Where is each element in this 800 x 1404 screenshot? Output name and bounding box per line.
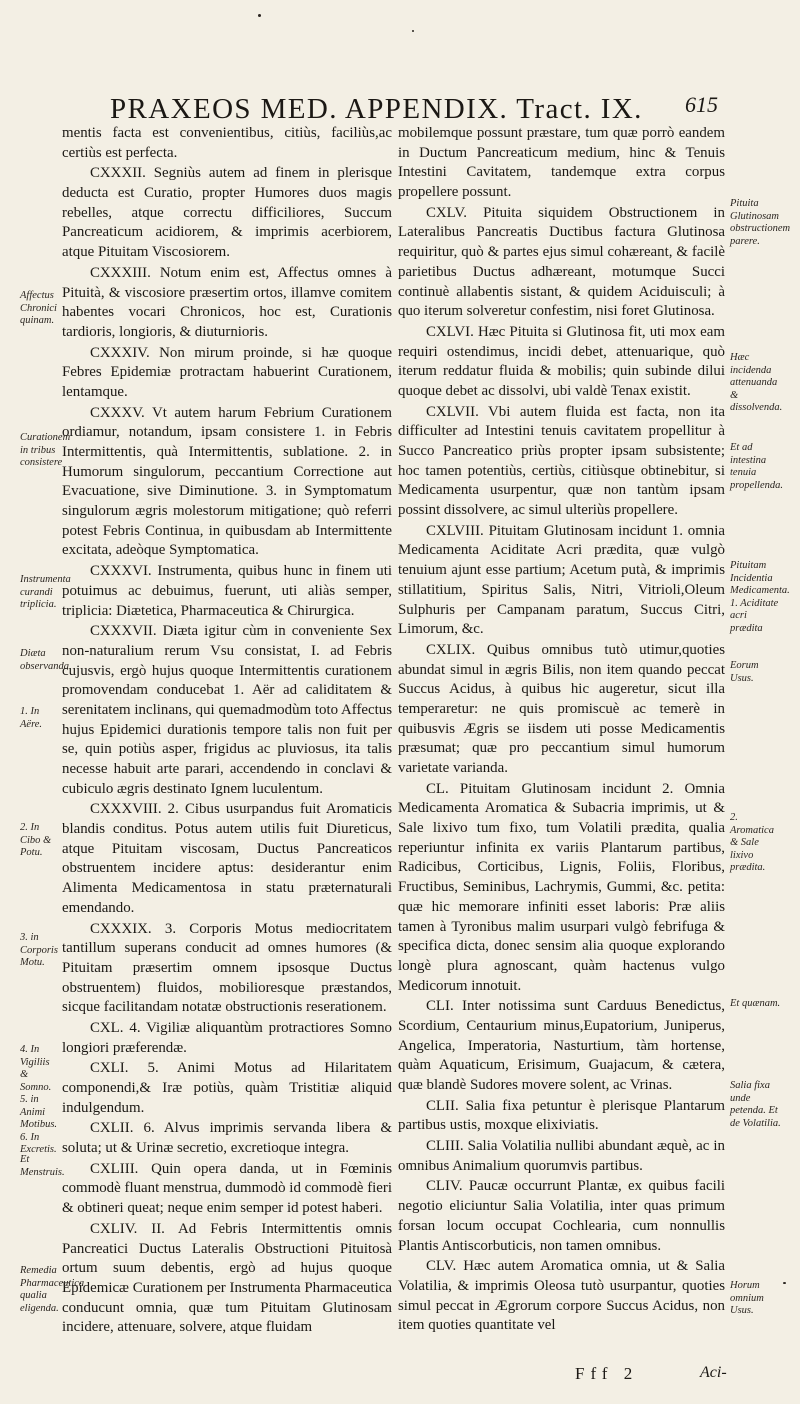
margin-note: 1. In Aëre. — [20, 706, 43, 730]
ink-speck — [258, 14, 261, 17]
ink-speck — [412, 30, 414, 32]
paragraph: CXXXVIII. 2. Cibus usurpandus fuit Aromaticis blandis conditus. Potus autem utilis fuit Diureticus, atque Pituitam viscosam, Ductus Pancreaticos obstruentem incidere aptus: desiderantur enim Alimenta Medicamentosa in statu præternaturali emendando. — [62, 801, 392, 916]
paragraph: CXLIX. Quibus omnibus tutò utimur,quoties abundat simul in ægris Bilis, non item quando peccat Succus Acidus, à quibus hic augeretur, sicut illa temperaretur: ne quis promiscuè ac temerè in quibusvis Ægris se iisdem uti posse Medicamentis præsumat; quæ pro peccantium simul humorum varietate varianda. — [398, 641, 725, 776]
margin-note: 2. Aromatica & Sale lixivo prædita. — [730, 812, 774, 873]
margin-note: 3. in Corporis Motu. — [20, 932, 58, 968]
paragraph: mentis facta est convenientibus, citiùs, faciliùs,ac certiùs est perfecta. — [62, 125, 392, 161]
paragraph: CXLV. Pituita siquidem Obstructionem in Lateralibus Pancreatis Ductibus factura Glutinosa requiritur, quò & partes ejus simul cohæreant, & facilè parietibus Ductus adhæreant, motumque Succi continuè allabentis sistant, & quidem Aciduisculi; à quo iterum solveretur confestim, nisi foret Glutinosa. — [398, 204, 725, 320]
margin-note: Curationem in tribus consistere — [20, 432, 71, 468]
margin-note: Remedia Pharmaceutica qualia eligenda. — [20, 1265, 85, 1314]
margin-note: Instrumenta curandi triplicia. — [20, 574, 71, 610]
paragraph: CLIV. Paucæ occurrunt Plantæ, ex quibus facili negotio eliciuntur Salia Volatilia, inter quas primum forsan locum occupat Cochlearia, cum nonnullis Plantis Antiscorbuticis, non tamen omnibus. — [398, 1178, 725, 1254]
paragraph: mobilemque possunt præstare, tum quæ porrò eandem in Ductum Pancreaticum medium, hinc & Tenuis Intestini Cavitatem, tandemque extra corpus propellere possunt. — [398, 125, 725, 201]
catchword: Aci- — [700, 1364, 727, 1381]
paragraph: CXXXIX. 3. Corporis Motus mediocritatem tantillum superans conducit ad omnes humores (& Pituitam præsertim omnem ipsosque Ductus obstruentem) fluidos, mobilioresque præstandos, sicque facilitandam notatæ obstructionis reserationem. — [62, 920, 392, 1016]
paragraph: CXLIV. II. Ad Febris Intermittentis omnis Pancreatici Ductus Lateralis Obstructioni Pituitosà ortum suum debentis, ergò ad hujus quoque Epidemicæ Curationem per Instrumenta Pharmaceutica conducunt omnia, quæ tum Pituitam Glutinosam incidere, attenuare, solvere, atque fluidam — [62, 1220, 392, 1336]
paragraph: CXLI. 5. Animi Motus ad Hilaritatem componendi,& Iræ potiùs, quàm Tristitiæ aliquid indulgendum. — [62, 1060, 392, 1116]
margin-note: Pituitam Incidentia Medicamenta. 1. Aciditate acri prædita — [730, 560, 790, 634]
ink-speck — [783, 1282, 786, 1284]
margin-note: Salia fixa unde petenda. Et de Volatilia. — [730, 1080, 781, 1129]
left-text-column — [62, 124, 392, 1338]
paragraph: CLIII. Salia Volatilia nullibi abundant æquè, ac in omnibus Animalium quorumvis partibus. — [398, 1138, 725, 1174]
running-header — [110, 80, 718, 125]
paragraph: CXLVI. Hæc Pituita si Glutinosa fit, uti mox eam requiri ostendimus, incidi debet, attenuarique, quò iterum reddatur fluida & mobilis; quin subinde dilui quoque debet ac dissolvi, ubi valdè Tenax existit. — [398, 323, 725, 399]
paragraph: CLI. Inter notissima sunt Carduus Benedictus, Scordium, Centaurium minus,Eupatorium, Juniperus, Angelica, Imperatoria, Nasturtium, tàm hortense, quàm Aquaticum, Erisimum, Guajacum, & cætera, quæ blandè Sudores movere solent, ac Vrinas. — [398, 998, 725, 1093]
margin-note: Horum omnium Usus. — [730, 1280, 764, 1316]
paragraph: CXLIII. Quin opera danda, ut in Fœminis commodè fluant menstrua, dummodò id commodè fieri & obtineri queat; neque enim semper id potest haberi. — [62, 1160, 392, 1217]
margin-note: Et quænam. — [730, 998, 781, 1009]
margin-note: 2. In Cibo & Potu. — [20, 822, 52, 858]
margin-note: Et ad intestina tenuia propellenda. — [730, 442, 783, 491]
paragraph: CLV. Hæc autem Aromatica omnia, ut & Salia Volatilia, & imprimis Oleosa tutò usurpantur, quoties simul peccat in Ægrorum corpore Succus Acidus, non item quoties quantitate vel — [398, 1258, 725, 1334]
margin-note: Et Menstruis. — [20, 1154, 65, 1178]
right-text-column — [398, 124, 725, 1336]
paragraph: CXXXIII. Notum enim est, Affectus omnes à Pituità, & viscosiore præsertim ortos, illamve comitem habentes vocari Chronicos, hoc est, Curationis tardioris, longioris, & diuturnioris. — [62, 264, 392, 340]
paragraph: CXL. 4. Vigiliæ aliquantùm protractiores Somno longiori præferendæ. — [62, 1019, 392, 1056]
paragraph: CXXXVII. Diæta igitur cùm in conveniente Sex non-naturalium rerum Vsu consistat, I. ad Febris cujusvis, ergò hujus quoque Intermittentis curationem promovendam conducebat 1. Aër ad caliditatem & serenitatem inclinans, qui quemadmodùm toto Affectus hujus Epidemici durationis tempore talis non fuit per se, quin potiùs asper, frigidus ac pluviosus, ita talis necesse habuit arte parari, accendendo in conclavi & cubiculo ægris destinato Ignem luculentum. — [62, 623, 392, 797]
paragraph: CXXXVI. Instrumenta, quibus hunc in finem uti potuimus ac debuimus, fuerunt, uti aliàs semper, triplicia: Diætetica, Pharmaceutica & Chirurgica. — [62, 563, 392, 619]
paragraph: CXXXIV. Non mirum proinde, si hæ quoque Febres Epidemiæ protractam habuerint Curationem, lentamque. — [62, 344, 392, 400]
paragraph: CXXXII. Segniùs autem ad finem in plerisque deducta est Curatio, propter Humores duos magis rebelles, atque correctu difficiliores, Succum Pancreaticum acidiorem, & imprimis acerbiorem, atque Pituitam Viscosiorem. — [62, 165, 392, 261]
paragraph: CXLVIII. Pituitam Glutinosam incidunt 1. omnia Medicamenta Aciditate Acri prædita, quæ vulgò tenuium ajunt esse partium; Acetum putà, & imprimis stillatitium, Spiritus Salis, Nitri, Vitrioli,Oleum Sulphuris per Campanam paratum, Succus Citri, Limorum, &c. — [398, 522, 725, 638]
paragraph: CXLVII. Vbi autem fluida est facta, non ita difficulter ad Intestini tenuis cavitatem propellitur à Succo Pancreatico priùs propter ipsam subsistente; hoc tamen potentiùs, certiùs, citiùsque obtinebitur, si Medicamenta usurpentur, quæ non tantùm ipsam possint dissolvere, ac simul ulteriùs propellere. — [398, 403, 725, 519]
margin-note: Diæta observanda — [20, 648, 69, 672]
paragraph: CL. Pituitam Glutinosam incidunt 2. Omnia Medicamenta Aromatica & Subacria imprimis, ut & Sale lixivo tum fixo, tum Volatili prædita, qualia reperiuntur infinita ex variis Plantarum partibus, Radicibus, Corticibus, Lignis, Foliis, Floribus, Fructibus, Seminibus, Lachrymis, Gummi, &c. petita: quæ hic memorare infiniti esset laboris: Præ aliis tamen à Tyronibus malim usurpari vulgò febrifuga & specifica dicta, donec sensim alia quoque explorando longè plura agnoscant, quàm hactenus vulgo Medicorum innotuit. — [398, 780, 725, 994]
page-number: 615 — [685, 92, 718, 117]
paragraph: CLII. Salia fixa petuntur è plerisque Plantarum partibus ustis, moxque elixiviatis. — [398, 1097, 725, 1134]
margin-note: Eorum Usus. — [730, 660, 759, 684]
paragraph: CXLII. 6. Alvus imprimis servanda libera & soluta; ut & Urinæ secretio, excretioque integra. — [62, 1120, 392, 1157]
margin-note: Pituita Glutinosam obstructionem parere. — [730, 198, 791, 247]
running-title: PRAXEOS MED. APPENDIX. Tract. IX. — [110, 93, 643, 125]
paragraph: CXXXV. Vt autem harum Febrium Curationem ordiamur, notandum, ipsam consistere 1. in Febris Intermittentis, quà Intermittentis, sublatione. 2. in Humorum singulorum, peccantium Correctione aut Evacuatione, sive Diminutione. 3. in Symptomatum singulorum ægris molestorum mitigatione; quò referri potest Febris Continua, in quibusdam ab Intermittente excitata, adeòque Symptomatica. — [62, 404, 392, 559]
margin-note: Affectus Chronici quinam. — [20, 290, 57, 326]
margin-note: Hæc incidenda attenuanda & dissolvenda. — [730, 352, 783, 413]
signature-mark: Fff 2 — [575, 1364, 639, 1383]
margin-note: 4. In Vigiliis & Somno. 5. in Animi Motibus. 6. In Excretis. — [20, 1044, 58, 1155]
